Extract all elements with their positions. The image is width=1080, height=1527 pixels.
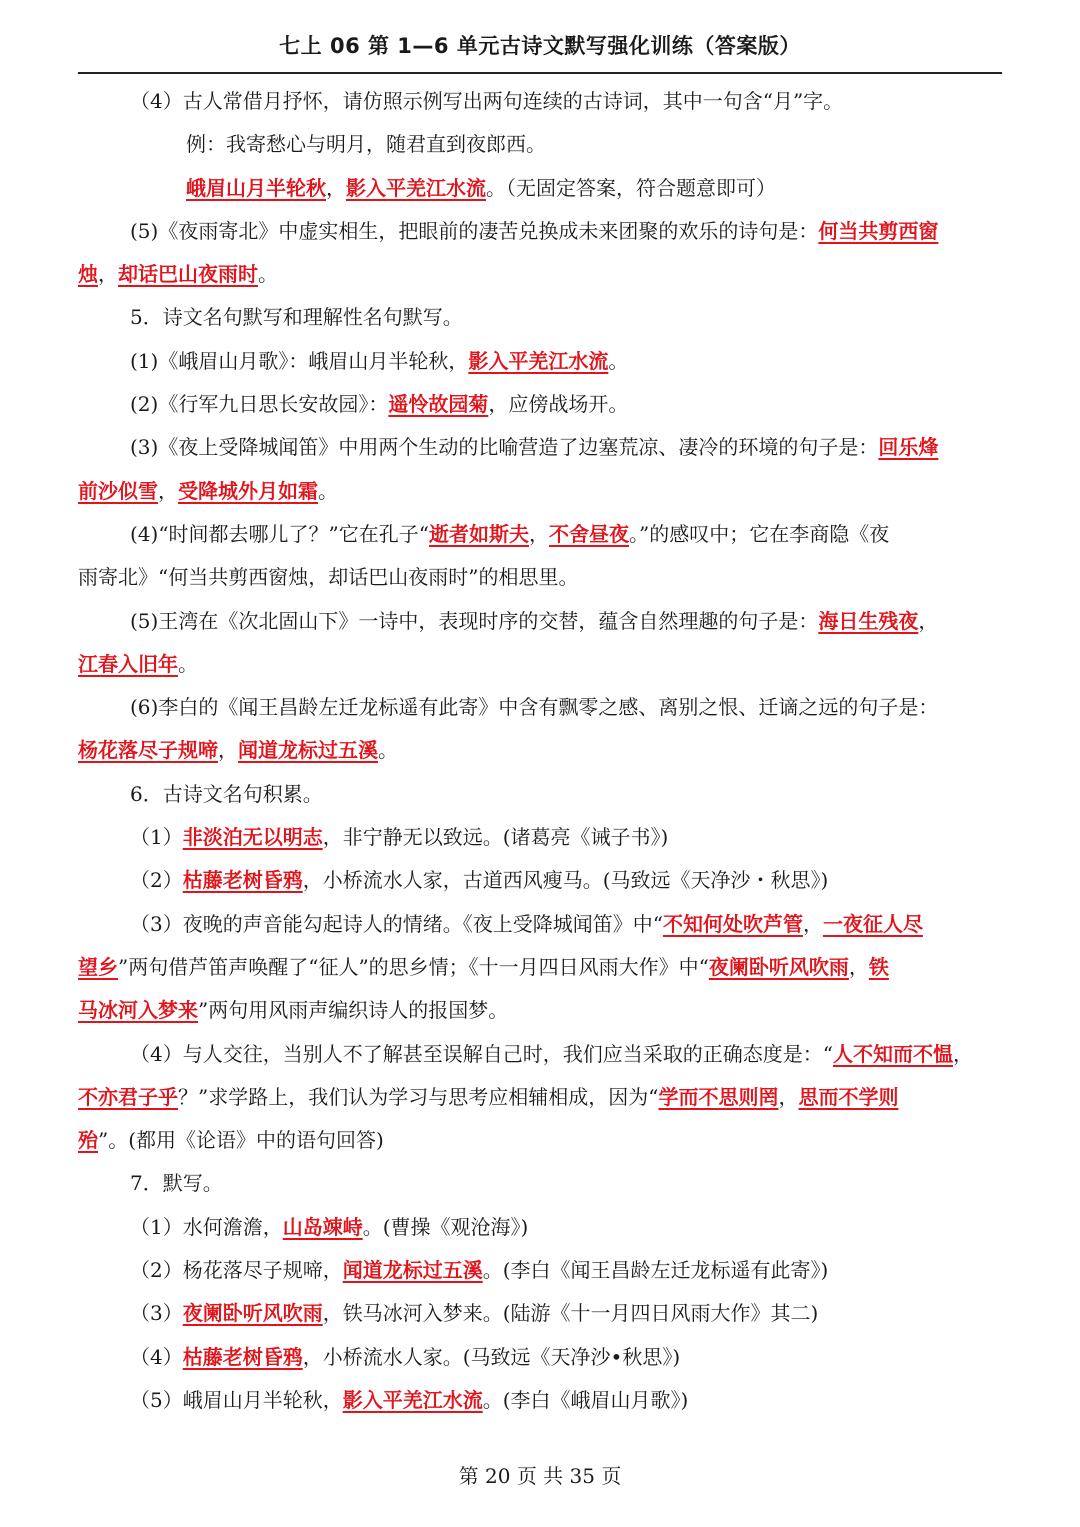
answer-text: 海日生残夜 (818, 608, 919, 633)
answer-text: 影入平羌江水流 (342, 1387, 483, 1412)
question-text: ？”求学路上，我们认为学习与思考应相辅相成，因为“ (178, 1084, 659, 1109)
line-11 (78, 556, 1002, 599)
line-27 (78, 1249, 1002, 1292)
question-text: 。 (258, 262, 278, 287)
line-0 (78, 80, 1002, 123)
answer-text: 望乡 (78, 954, 118, 979)
question-text: ， (802, 911, 823, 936)
line-6 (78, 340, 1002, 383)
question-text: 。（无固定答案，符合题意即可） (486, 175, 776, 200)
question-text: （2） (130, 868, 183, 893)
question-text: ”。(都用《论语》中的语句回答) (98, 1128, 384, 1153)
answer-text: 马冰河入梦来 (78, 998, 198, 1023)
line-7 (78, 383, 1002, 426)
line-22 (78, 1033, 1002, 1076)
question-text: （5）峨眉山月半轮秋， (130, 1387, 343, 1412)
page-header (78, 30, 1002, 74)
answer-text: 受降城外月如霜 (178, 478, 318, 503)
question-text: ，应傍战场开。 (488, 392, 629, 417)
line-9 (78, 470, 1002, 513)
question-text: 。 (178, 651, 198, 676)
answer-text: 杨花落尽子规啼 (78, 738, 218, 763)
question-text: 。 (608, 348, 629, 373)
answer-text: 逝者如斯夫 (429, 521, 530, 546)
question-text: ”两句借芦笛声唤醒了“征人”的思乡情；《十一月四日风雨大作》中“ (118, 954, 709, 979)
answer-text: 遥怜故园菊 (388, 392, 489, 417)
answer-text: 思而不学则 (798, 1084, 899, 1109)
question-text: (5)《夜雨寄北》中虚实相生，把眼前的凄苦兑换成未来团聚的欢乐的诗句是： (130, 218, 819, 243)
question-text: （2）杨花落尽子规啼， (130, 1258, 343, 1283)
line-12 (78, 600, 1002, 643)
answer-text: 殆 (78, 1128, 98, 1153)
line-1 (78, 123, 1002, 166)
line-2 (78, 167, 1002, 210)
question-text: ，小桥流水人家，古道西风瘦马。(马致远《天净沙・秋思》) (302, 868, 829, 893)
question-text: ”两句用风雨声编织诗人的报国梦。 (198, 998, 509, 1023)
answer-text: 人不知而不愠 (832, 1041, 953, 1066)
line-20 (78, 946, 1002, 989)
line-25 (78, 1162, 1002, 1205)
page-number: 第 20 页 共 35 页 (458, 1464, 622, 1488)
question-text: （1） (130, 825, 183, 850)
line-30 (78, 1379, 1002, 1422)
answer-text: 前沙似雪 (78, 478, 158, 503)
question-text: 。 (318, 478, 338, 503)
answer-text: 山岛竦峙 (282, 1214, 363, 1239)
line-29 (78, 1336, 1002, 1379)
answer-text: 夜阑卧听风吹雨 (182, 1301, 323, 1326)
question-text: ， (326, 175, 346, 200)
question-text: (1)《峨眉山月歌》：峨眉山月半轮秋， (130, 348, 469, 373)
document-title: 七上 06 第 1—6 单元古诗文默写强化训练（答案版） (279, 34, 801, 58)
question-text: ， (848, 954, 869, 979)
question-text: 。”的感叹中；它在李商隐《夜 (629, 521, 890, 546)
line-28 (78, 1292, 1002, 1335)
question-text: ， (918, 608, 939, 633)
answer-text: 却话巴山夜雨时 (118, 262, 258, 287)
question-text: ， (218, 738, 238, 763)
answer-text: 铁 (868, 954, 889, 979)
line-13 (78, 643, 1002, 686)
question-text: 。 (378, 738, 398, 763)
answer-text: 何当共剪西窗 (818, 218, 939, 243)
answer-text: 不知何处吹芦管 (662, 911, 803, 936)
question-text: （1）水何澹澹， (130, 1214, 283, 1239)
line-26 (78, 1206, 1002, 1249)
question-text: 7．默写。 (130, 1171, 223, 1196)
question-text: （4）古人常借月抒怀，请仿照示例写出两句连续的古诗词，其中一句含“月”字。 (130, 89, 844, 113)
line-14 (78, 686, 1002, 729)
line-3 (78, 210, 1002, 253)
line-16 (78, 773, 1002, 816)
question-text: (4)“时间都去哪儿了？”它在孔子“ (130, 521, 430, 546)
question-text: ，铁马冰河入梦来。(陆游《十一月四日风雨大作》其二) (322, 1301, 819, 1326)
line-18 (78, 859, 1002, 902)
answer-text: 不亦君子乎 (78, 1084, 178, 1109)
question-text: 例：我寄愁心与明月，随君直到夜郎西。 (186, 132, 546, 157)
answer-text: 回乐烽 (878, 435, 939, 460)
answer-text: 江春入旧年 (78, 651, 178, 676)
answer-text: 一夜征人尽 (822, 911, 923, 936)
question-text: ， (778, 1084, 799, 1109)
question-text: 。(李白《闻王昌龄左迁龙标遥有此寄》) (482, 1258, 829, 1283)
question-text: ， (158, 478, 178, 503)
answer-text: 夜阑卧听风吹雨 (708, 954, 849, 979)
question-text: 6．古诗文名句积累。 (130, 781, 323, 806)
question-text: 雨寄北》“何当共剪西窗烛，却话巴山夜雨时”的相思里。 (78, 565, 579, 590)
question-text: 。(曹操《观沧海》) (362, 1214, 529, 1239)
question-text: ，非宁静无以致远。(诸葛亮《诫子书》) (322, 825, 669, 850)
question-text: (5)王湾在《次北固山下》一诗中，表现时序的交替，蕴含自然理趣的句子是： (130, 608, 819, 633)
line-24 (78, 1119, 1002, 1162)
line-23 (78, 1076, 1002, 1119)
answer-text: 影入平羌江水流 (468, 348, 609, 373)
answer-text: 不舍昼夜 (549, 521, 630, 546)
line-8 (78, 426, 1002, 469)
answer-text: 烛 (78, 262, 98, 287)
question-text: (6)李白的《闻王昌龄左迁龙标遥有此寄》中含有飘零之感、离别之恨、迁谪之远的句子是： (130, 695, 939, 720)
question-text: (3)《夜上受降城闻笛》中用两个生动的比喻营造了边塞荒凉、凄冷的环境的句子是： (130, 435, 879, 460)
question-text: （4）与人交往，当别人不了解甚至误解自己时，我们应当采取的正确态度是：“ (130, 1041, 833, 1066)
answer-text: 枯藤老树昏鸦 (182, 1344, 303, 1369)
question-text: ， (98, 262, 118, 287)
question-text: （3） (130, 1301, 183, 1326)
question-text: （4） (130, 1344, 183, 1369)
answer-text: 非淡泊无以明志 (182, 825, 323, 850)
question-text: (2)《行军九日思长安故园》： (130, 392, 389, 417)
page-footer (0, 1460, 1080, 1489)
question-text: ， (952, 1041, 973, 1066)
question-text: 。(李白《峨眉山月歌》) (482, 1387, 689, 1412)
line-21 (78, 989, 1002, 1032)
answer-text: 学而不思则罔 (658, 1084, 779, 1109)
answer-text: 峨眉山月半轮秋 (186, 175, 326, 200)
document-body (78, 80, 1002, 1422)
answer-text: 闻道龙标过五溪 (342, 1258, 483, 1283)
question-text: （3）夜晚的声音能勾起诗人的情绪。《夜上受降城闻笛》中“ (130, 911, 663, 936)
line-10 (78, 513, 1002, 556)
line-19 (78, 903, 1002, 946)
question-text: ，小桥流水人家。(马致远《天净沙•秋思》) (302, 1344, 681, 1369)
line-4 (78, 253, 1002, 296)
question-text: ， (529, 521, 550, 546)
question-text: 5．诗文名句默写和理解性名句默写。 (130, 305, 463, 330)
answer-text: 闻道龙标过五溪 (238, 738, 378, 763)
line-5 (78, 296, 1002, 339)
line-15 (78, 729, 1002, 772)
answer-text: 影入平羌江水流 (346, 175, 486, 200)
answer-text: 枯藤老树昏鸦 (182, 868, 303, 893)
line-17 (78, 816, 1002, 859)
